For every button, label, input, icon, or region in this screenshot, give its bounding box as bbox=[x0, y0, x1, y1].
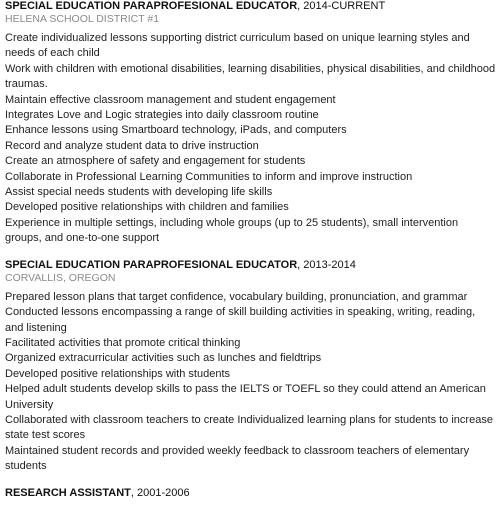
duty-item: Integrates Love and Logic strategies into daily classroom routine bbox=[5, 109, 319, 122]
heading-separator: , bbox=[297, 258, 304, 271]
job-title: RESEARCH ASSISTANT bbox=[5, 486, 131, 499]
duty-item: Experience in multiple settings, including whole groups (up to 25 students), small intervention groups, and one-to-one support bbox=[5, 216, 459, 245]
job-title: SPECIAL EDUCATION PARAPROFESIONAL EDUCATOR bbox=[5, 258, 298, 271]
job-organization: HELENA SCHOOL DISTRICT #1 bbox=[5, 13, 160, 25]
heading-separator: , bbox=[297, 0, 304, 12]
experience-entry bbox=[5, 487, 496, 500]
duty-item: Collaborate in Professional Learning Communities to inform and improve instruction bbox=[5, 170, 413, 183]
duty-item: Conducted lessons encompassing a range of skill building activities in speaking, writing, reading, and listening bbox=[5, 306, 476, 334]
job-dates: 2014-CURRENT bbox=[303, 0, 386, 12]
duty-item: Developed positive relationships with children and families bbox=[5, 201, 289, 214]
job-dates: 2001-2006 bbox=[137, 486, 190, 499]
experience-entry bbox=[5, 259, 496, 475]
duty-item: Prepared lesson plans that target confidence, vocabulary building, pronunciation, and grammar bbox=[5, 290, 468, 303]
experience-entry bbox=[5, 0, 496, 247]
duty-item: Record and analyze student data to drive instruction bbox=[5, 139, 259, 152]
duty-item: Maintained student records and provided weekly feedback to classroom teachers of elementary students bbox=[5, 444, 470, 473]
duty-item: Collaborated with classroom teachers to create Individualized learning plans for students to increase state test scores bbox=[5, 413, 493, 442]
section-gap bbox=[5, 247, 496, 259]
job-heading bbox=[5, 259, 496, 272]
duty-item: Helped adult students develop skills to pass the IELTS or TOEFL so they could attend an American University bbox=[5, 383, 486, 411]
duty-item: Developed positive relationships with students bbox=[5, 367, 231, 380]
job-title: SPECIAL EDUCATION PARAPROFESIONAL EDUCATOR bbox=[5, 0, 298, 12]
heading-separator: , bbox=[130, 486, 138, 499]
duty-item: Maintain effective classroom management and student engagement bbox=[5, 93, 336, 106]
job-organization: CORVALLIS, OREGON bbox=[5, 271, 116, 284]
duty-item: Assist special needs students with developing life skills bbox=[5, 186, 273, 199]
job-heading bbox=[5, 487, 496, 500]
duty-item: Organized extracurricular activities such as lunches and fieldtrips bbox=[5, 352, 322, 365]
section-gap bbox=[5, 475, 496, 487]
duty-list bbox=[5, 290, 496, 475]
duty-item: Create individualized lessons supporting district curriculum based on unique learning styles and needs of each child bbox=[5, 32, 470, 60]
duty-item: Work with children with emotional disabilities, learning disabilities, physical disabilities, and childhood traumas. bbox=[5, 62, 496, 91]
duty-list bbox=[5, 31, 496, 247]
duty-item: Facilitated activities that promote critical thinking bbox=[5, 336, 241, 349]
duty-item: Create an atmosphere of safety and engagement for students bbox=[5, 155, 306, 168]
job-dates: 2013-2014 bbox=[303, 258, 356, 271]
job-heading bbox=[5, 0, 496, 13]
duty-item: Enhance lessons using Smartboard technology, iPads, and computers bbox=[5, 124, 347, 137]
